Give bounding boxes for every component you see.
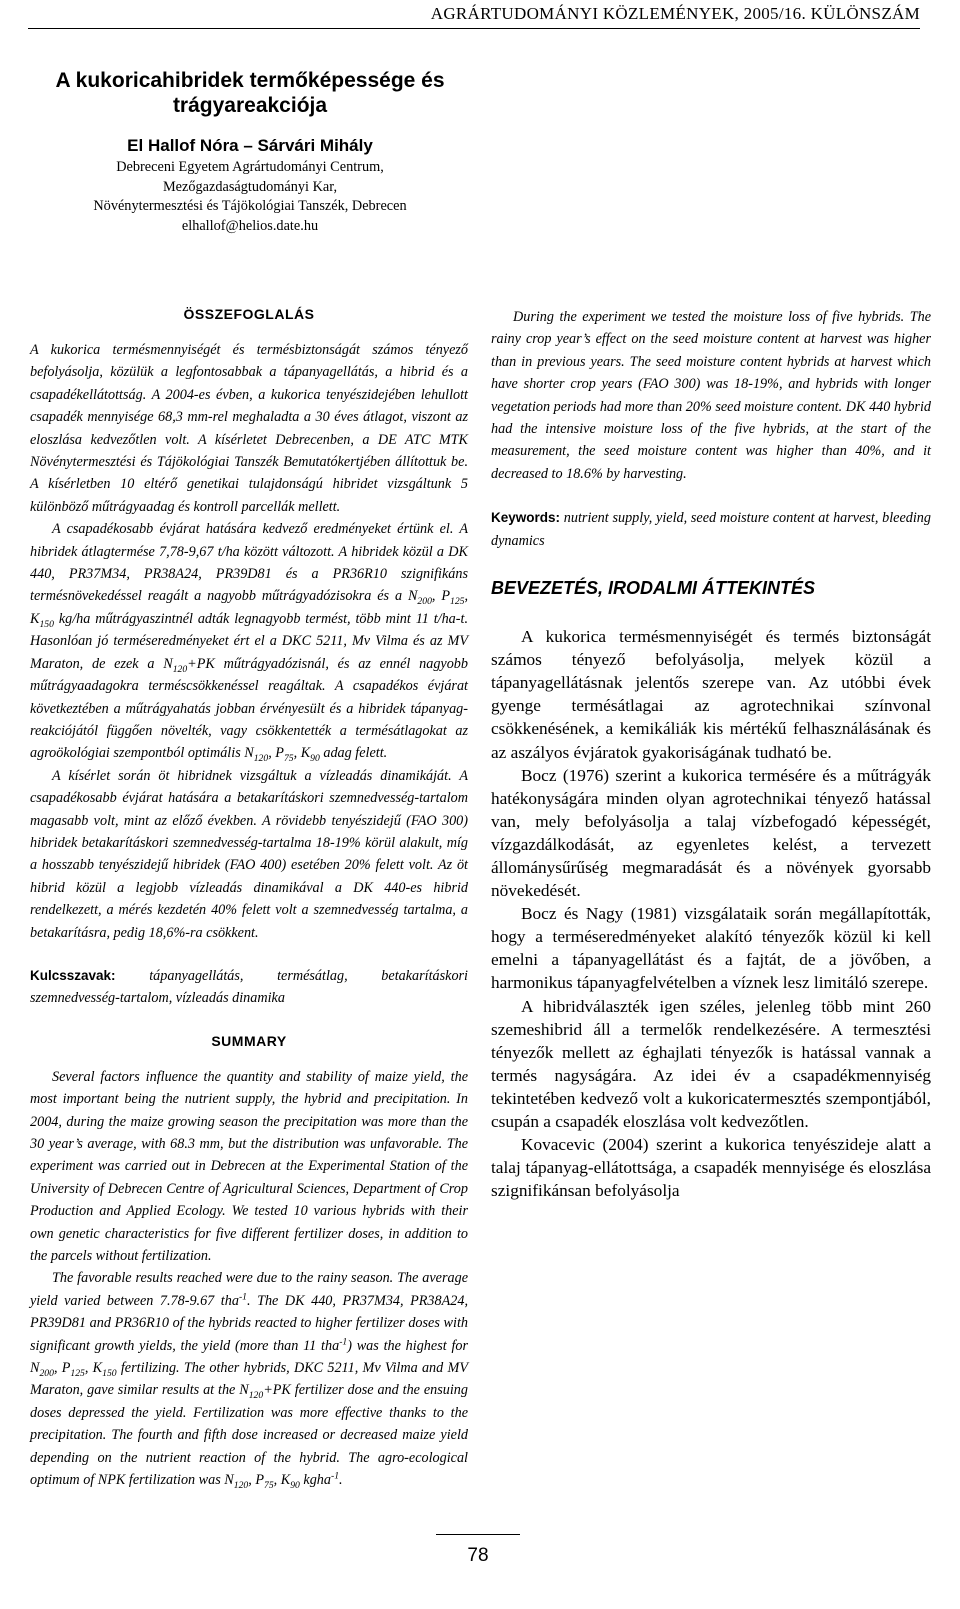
summary-paragraph: During the experiment we tested the moisture loss of five hybrids. The rainy crop year’s effect on the seed moisture content at harvest was higher than in previous years. The seed moisture content hybrids at harvest which have shorter crop years (FAO 300) was 18-19%, and hybrids with longer vegetation periods had more than 20% seed moisture content. DK 440 hybrid had the intensive moisture loss of the five hybrids, at the start of the measurement, the seed moisture content was higher than 40%, and it decreased to 18.6% by harvesting.: [491, 309, 931, 482]
abstract-paragraph: A kukorica termésmennyiségét és termésbiztonságát számos tényező befolyásolja, közülük a legfontosabbak a tápanyagellátás, a hibrid és a csapadékellátottság. A 2004-es évben, a kukorica tenyészidejében lehullott csapadék mennyisége 68,3 mm-rel meghaladta a 30 éves átlagot, viszont az eloszlása kedvezőtlen volt. A kísérletet Debrecenben, a DE ATC MTK Növénytermesztési és Tájökológiai Tanszék Bemutatókertjében állítottuk be. A kísérletben 10 eltérő genetikai tulajdonságú hibridet vizsgáltunk 5 különböző műtrágyaadag és kontroll parcellák mellett.: [30, 342, 469, 515]
affiliation-line: Mezőgazdaságtudományi Kar,: [162, 178, 338, 195]
body-paragraph: Bocz és Nagy (1981) vizsgálataik során megállapították, hogy a terméseredményeket alakító tényezők közül ki kell emelni a tápanyagellátást és a fajtát, de a jövőben, a harmonikus tápanyagfelvételben a víznek lesz limitáló szerepe.: [491, 904, 931, 993]
keywords-label: Keywords:: [491, 510, 561, 526]
header-rule: [28, 28, 920, 29]
abstract-paragraph: A csapadékosabb évjárat hatására kedvező eredményeket értünk el. A hibridek átlagtermése 7,78-9,67 t/ha között változott. A hibridek közül a DK 440, PR37M34, PR38A24, PR39D81 és a PR36R10 szignifikáns termésnövekedéssel reagált a nagyobb műtrágyadózisokra és a $N_{200}$, $P_{125}$, $K_{150}$ kg/ha műtrágyaszintnél adták legnagyobb termést, több mint 11 t/ha-t. Hasonlóan jó terméseredményeket ért el a DKC 5211, Mv Vilma és az MV Maraton, de ezek a $N_{120}+PK$ műtrágyadózisnál, és az ennél nagyobb műtrágyaadagokra terméscsökkenéssel reagáltak. A csapadékos évjárat következtében a műtrágyahatás jobban érvényesült és a hibridek tápanyag-reakciójától függően növelték, vagy csökkentették a termésátlagokat az agroökológiai szempontból optimális $N_{120}$, $P_{75}$, $K_{90}$ adag felett.: [30, 521, 469, 765]
running-head: AGRÁRTUDOMÁNYI KÖZLEMÉNYEK, 2005/16. KÜLÖNSZÁM: [430, 4, 920, 23]
intro-body: [491, 625, 931, 1202]
body-paragraph: Bocz (1976) szerint a kukorica termésére és a műtrágyák hatékonyságára minden olyan agrotechnikai tényező hatással van, mely befolyásolja a talaj vízbefogadó képességét, vízgazdálkodását, az egyenletes kelést, a tervezett állománysűrűség megmaradását és a növények gyorsabb növekedését.: [491, 765, 931, 901]
keywords-hu: Kulcsszavak: tápanyagellátás, termésátlag, betakarításkori szemnedvesség-tartalom, vízleadás dinamika: [30, 967, 468, 1007]
summary-en-continued: [491, 306, 931, 485]
right-column: [491, 306, 931, 1202]
intro-heading: BEVEZETÉS, IRODALMI ÁTTEKINTÉS: [491, 578, 816, 599]
summary-en: [30, 1066, 468, 1492]
summary-heading: SUMMARY: [211, 1032, 287, 1049]
abstract-heading: ÖSSZEFOGLALÁS: [183, 306, 315, 322]
author-email[interactable]: elhallof@helios.date.hu: [181, 217, 319, 234]
abstract-hu: [30, 339, 468, 944]
body-paragraph: A hibridválaszték igen széles, jelenleg több mint 260 szemeshibrid áll a termelők rendelkezésére. A termesztési tényezők mellett az éghajlati tényezők is hatással vannak a termés nagyságára. Az idei év a csapadékmennyiség tekintetében kedvező volt a kukoricatermesztés szempontjából, csupán a csapadék eloszlása volt kedvezőtlen.: [491, 996, 931, 1132]
summary-paragraph: Several factors influence the quantity and stability of maize yield, the most important being the nutrient supply, the hybrid and precipitation. In 2004, during the maize growing season the precipitation was more than the 30 year’s average, with 68.3 mm, but the distribution was unfavorable. The experiment was carried out in Debrecen at the Experimental Station of the University of Debrecen Centre of Agricultural Sciences, Department of Crop Production and Applied Ecology. We tested 10 various hybrids with their own genetic characteristics for five different fertilizer doses, in addition to the parcels without fertilization.: [30, 1068, 468, 1265]
page-number: 78: [467, 1545, 489, 1566]
left-column: [30, 306, 468, 1492]
body-paragraph: A kukorica termésmennyiségét és termés biztonságát számos tényező befolyásolja, melyek közül a tápanyagellátásnak jelentős szerepe van. Az utóbbi évek gyenge termésátlagai az agrotechnikai színvonal csökkenésének, a kemikáliák kis mértékű felhasználásának és az aszályos évjáratok gyakoriságának tudható be.: [491, 627, 931, 762]
affiliation-line: Növénytermesztési és Tájökológiai Tanszék, Debrecen: [93, 198, 407, 214]
body-paragraph: Kovacevic (2004) szerint a kukorica tenyészideje alatt a talaj tápanyag-ellátottsága, a csapadék mennyisége és eloszlása szignifikánsan befolyásolja: [491, 1135, 931, 1201]
paper-title: A kukoricahibridek termőképessége és trágyareakciója: [55, 69, 445, 117]
footer-rule: [436, 1534, 520, 1535]
summary-paragraph: The favorable results reached were due to the rainy season. The average yield varied between 7.78-9.67 tha$^{-1}$. The DK 440, PR37M34, PR38A24, PR39D81 and PR36R10 of the hybrids reacted to higher fertilizer doses with significant growth yields, the yield (more than 11 tha$^{-1}$) was the highest for $N_{200}$, $P_{125}$, $K_{150}$ fertilizing. The other hybrids, DKC 5211, Mv Vilma and MV Maraton, gave similar results at the $N_{120}+PK$ fertilizer dose and the ensuing doses depressed the yield. Fertilization was more effective thanks to the precipitation. The fourth and fifth dose increased or decreased maize yield depending on the nutrient reaction of the hybrid. The agro-ecological optimum of NPK fertilization was $N_{120}$, $P_{75}$, $K_{90}$ kgha$^{-1}$.: [30, 1270, 469, 1491]
affiliation-line: Debreceni Egyetem Agrártudományi Centrum,: [116, 159, 384, 175]
authors: El Hallof Nóra – Sárvári Mihály: [127, 136, 373, 155]
abstract-paragraph: A kísérlet során öt hibridnek vizsgáltuk a vízleadás dinamikáját. A csapadékosabb évjárat hatására a betakarításkori szemnedvesség-tartalom magasabb volt, mint az előző években. A rövidebb tenyészidejű (FAO 300) hibridek betakarításkori szemnedvesség-tartalma 18-19% körül alakult, míg a hosszabb tenyészidejű hibridek (FAO 400) esetében 20% felett volt. Az öt hibrid közül a legjobb vízleadás dinamikával a DK 440-es hibrid rendelkezett, a mérés kezdetén 40% felett volt a szemnedvesség tartalma, a betakarításra, pedig 18,6%-ra csökkent.: [30, 767, 468, 941]
title-block: [30, 68, 470, 236]
keywords-label: Kulcsszavak:: [30, 967, 116, 983]
keywords-en: Keywords: nutrient supply, yield, seed moisture content at harvest, bleeding dynamics: [491, 510, 931, 549]
